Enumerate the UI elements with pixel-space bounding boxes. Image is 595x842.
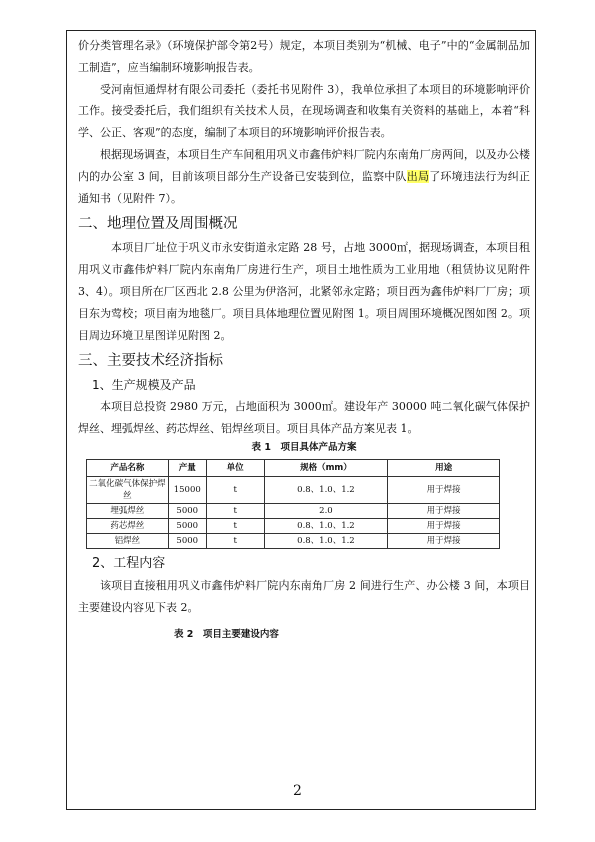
highlighted-text: 出局 [406, 169, 430, 183]
intro-paragraph-3 [78, 144, 530, 209]
subsection-engineering-body: 该项目直接租用巩义市鑫伟炉料厂院内东南角厂房 2 间进行生产、办公楼 3 间，本项目主要建设内容见下表 2。 [78, 578, 530, 614]
table-cell: 埋弧焊丝 [87, 503, 169, 518]
subsection-production-body: 本项目总投资 2980 万元，占地面积为 3000㎡。建设年产 30000 吨二氧化碳气体保护焊丝、埋弧焊丝、药芯焊丝、铝焊丝项目。项目具体产品方案见表 1。 [78, 400, 530, 436]
table-cell: 5000 [168, 503, 206, 518]
product-table [86, 459, 500, 549]
table-cell: 2.0 [264, 503, 388, 518]
table-cell: t [206, 533, 264, 548]
table-cell: t [206, 503, 264, 518]
table-cell: 15000 [168, 476, 206, 503]
table-cell: 0.8、1.0、1.2 [264, 518, 388, 533]
table-1-caption: 表 1 项目具体产品方案 [251, 441, 357, 453]
section-3-heading: 三、主要技术经济指标 [78, 353, 223, 370]
intro-paragraph-2: 受河南恒通焊材有限公司委托（委托书见附件 3），我单位承担了本项目的环境影响评价工作。接受委托后，我们组织有关技术人员，在现场调查和收集有关资料的基础上，本着“科学、公正、客观”的态度，编制了本项目的环境影响评价报告表。 [78, 82, 530, 140]
section-2-body: 本项目厂址位于巩义市永安街道永定路 28 号，占地 3000㎡，据现场调查，本项目租用巩义市鑫伟炉料厂院内东南角厂房进行生产，项目土地性质为工业用地（租赁协议见附件 3、4）。项目所在厂区西北 2.8 公里为伊洛河，北紧邻永定路；项目西为鑫伟炉料厂厂房；项目东为莺校；项目南为地毯厂。项目具体地理位置见附图 1。项目周围环境概况图如图 2。项目周边环境卫星图详见附图 2。 [78, 241, 530, 342]
table-cell: 铝焊丝 [87, 533, 169, 548]
document-body [78, 35, 530, 646]
table-cell: t [206, 518, 264, 533]
table-header-row [87, 459, 500, 476]
table-cell: 用于焊接 [388, 476, 500, 503]
intro-p3-tail: 了环境违法行为纠正通知书（见附件 7）。 [78, 169, 531, 205]
table-cell: 用于焊接 [388, 518, 500, 533]
section-2-heading: 二、地理位置及周围概况 [78, 216, 238, 233]
table-header-cell: 产品名称 [87, 459, 169, 476]
table-cell: 5000 [168, 518, 206, 533]
table-header-cell: 单位 [206, 459, 264, 476]
table-cell: 二氧化碳气体保护焊丝 [87, 476, 169, 503]
table-row [87, 518, 500, 533]
table-cell: 0.8、1.0、1.2 [264, 533, 388, 548]
table-row [87, 503, 500, 518]
table-cell: 药芯焊丝 [87, 518, 169, 533]
table-cell: 0.8、1.0、1.2 [264, 476, 388, 503]
table-cell: 用于焊接 [388, 533, 500, 548]
table-2-caption: 表 2 项目主要建设内容 [174, 628, 279, 640]
subsection-engineering-heading: 2、工程内容 [92, 555, 166, 571]
table-header-cell: 规格（mm） [264, 459, 388, 476]
table-cell: t [206, 476, 264, 503]
table-row [87, 533, 500, 548]
intro-paragraph-1: 价分类管理名录》（环境保护部令第2号）规定，本项目类别为“机械、电子”中的“金属制品加工制造”，应当编制环境影响报告表。 [78, 39, 530, 74]
intro-p3-text: 根据现场调查，本项目生产车间租用巩义市鑫伟炉料厂院内东南角厂房两间，以及办公楼内的办公室 3 间，目前该项目部分生产设备已安装到位，监察中队 [78, 147, 530, 183]
table-row [87, 476, 500, 503]
table-header-cell: 用途 [388, 459, 500, 476]
table-cell: 5000 [168, 533, 206, 548]
table-cell: 用于焊接 [388, 503, 500, 518]
subsection-production-heading: 1、生产规模及产品 [92, 378, 196, 393]
table-header-cell: 产量 [168, 459, 206, 476]
page-number: 2 [293, 783, 302, 799]
